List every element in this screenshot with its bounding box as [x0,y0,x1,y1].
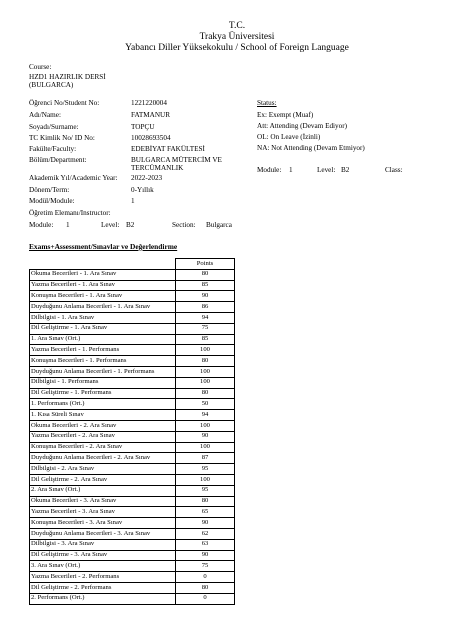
assessment-points: 65 [176,507,235,518]
assessment-name: 3. Ara Sınav (Ort.) [30,561,176,572]
assessment-points: 100 [176,377,235,388]
table-row [30,485,235,496]
table-row [30,528,235,539]
assessment-points: 85 [176,334,235,345]
table-row [30,464,235,475]
table-row [30,410,235,421]
table-row [30,399,235,410]
student-no-value: 1221220004 [131,99,167,107]
assessment-name: Duyduğunu Anlama Becerileri - 2. Ara Sınav [30,453,176,464]
table-row [30,431,235,442]
tc-id-label: TC Kimlik No/ ID No: [29,134,95,142]
assessment-name: Yazma Becerileri - 2. Performans [30,572,176,583]
department-label: Bölüm/Department: [29,156,87,164]
course-name-language: (BULGARCA) [29,81,74,89]
name-label: Adı/Name: [29,111,61,119]
status-not-attending: NA: Not Attending (Devam Etmiyor) [257,144,365,152]
module-value: 1 [131,197,135,205]
department-value-line2: TERCÜMANLIK [131,164,184,172]
header-university: Trakya Üniversitesi [199,32,275,42]
assessment-points: 95 [176,464,235,475]
table-row [30,539,235,550]
course-label: Course: [29,63,52,71]
assessment-name: 1. Kısa Süreli Sınav [30,410,176,421]
table-row [30,507,235,518]
table-row [30,442,235,453]
exams-table-title: Exams+Assessment/Sınavlar ve Değerlendirme [29,242,178,251]
assessment-name: Okuma Becerileri - 2. Ara Sınav [30,420,176,431]
status-module-label: Module: [257,166,282,174]
faculty-label: Fakülte/Faculty: [29,145,77,153]
assessment-name: 1. Ara Sınav (Ort.) [30,334,176,345]
assessment-points: 0 [176,593,235,604]
header-line-tc: T.C. [228,21,246,31]
status-module-value: 1 [289,166,293,174]
table-row [30,366,235,377]
assessment-name: Konuşma Becerileri - 3. Ara Sınav [30,518,176,529]
assessment-points: 95 [176,485,235,496]
academic-year-value: 2022-2023 [131,174,163,182]
status-attending: Att: Attending (Devam Ediyor) [257,122,348,130]
assessment-name: Duyduğunu Anlama Becerileri - 1. Performans [30,366,176,377]
assessment-points: 100 [176,366,235,377]
assessment-name: 1. Performans (Ort.) [30,399,176,410]
assessment-points: 90 [176,431,235,442]
assessment-points: 85 [176,280,235,291]
section-label: Section: [172,221,196,229]
points-header: Points [176,259,235,270]
assessment-points: 75 [176,561,235,572]
assessment-name: Dil Geliştirme - 2. Performans [30,582,176,593]
status-title: Status: [257,99,277,107]
assessment-points: 100 [176,474,235,485]
surname-label: Soyadı/Surname: [29,123,79,131]
tc-id-value: 10028693504 [131,134,171,142]
assessment-points: 100 [176,442,235,453]
name-value: FATMANUR [131,111,171,119]
assessment-points: 80 [176,582,235,593]
course-name: HZD1 HAZIRLIK DERSİ [29,73,106,81]
table-row [30,561,235,572]
assessment-name: Yazma Becerileri - 2. Ara Sınav [30,431,176,442]
assessment-points: 94 [176,410,235,421]
section-value: Bulgarca [206,221,232,229]
module-label: Modül/Module: [29,197,75,205]
academic-year-label: Akademik Yıl/Academic Year: [29,174,118,182]
assessment-name: Dil Geliştirme - 2. Ara Sınav [30,474,176,485]
assessment-name: Konuşma Becerileri - 2. Ara Sınav [30,442,176,453]
assessment-name: 2. Performans (Ort.) [30,593,176,604]
department-value-line1: BULGARCA MÜTERCİM VE [131,156,222,164]
table-row [30,280,235,291]
assessment-points: 94 [176,312,235,323]
assessment-name: Dilbilgisi - 1. Ara Sınav [30,312,176,323]
term-label: Dönem/Term: [29,186,70,194]
table-row [30,345,235,356]
status-level-label: Level: [317,166,336,174]
assessment-points: 80 [176,496,235,507]
assessment-name: Dilbilgisi - 3. Ara Sınav [30,539,176,550]
assessment-points: 50 [176,399,235,410]
table-row [30,291,235,302]
assessment-points: 90 [176,291,235,302]
table-row [30,377,235,388]
student-no-label: Öğrenci No/Student No: [29,99,100,107]
level-label: Level: [101,221,120,229]
table-row [30,453,235,464]
assessment-name: 2. Ara Sınav (Ort.) [30,485,176,496]
assessment-name: Konuşma Becerileri - 1. Performans [30,356,176,367]
exams-table-body [30,269,235,604]
exams-table-header [30,259,235,270]
assessment-points: 80 [176,269,235,280]
table-row [30,420,235,431]
assessment-name: Okuma Becerileri - 1. Ara Sınav [30,269,176,280]
assessment-points: 62 [176,528,235,539]
table-row [30,302,235,313]
table-row [30,356,235,367]
table-row [30,572,235,583]
assessment-name: Dil Geliştirme - 1. Ara Sınav [30,323,176,334]
assessment-name: Dilbilgisi - 1. Performans [30,377,176,388]
term-value: 0-Yıllık [131,186,154,194]
assessment-name: Dil Geliştirme - 1. Performans [30,388,176,399]
surname-value: TOPÇU [131,123,155,131]
table-row [30,388,235,399]
assessment-points: 100 [176,420,235,431]
assessment-name: Dilbilgisi - 2. Ara Sınav [30,464,176,475]
assessment-name: Konuşma Becerileri - 1. Ara Sınav [30,291,176,302]
assessment-points: 86 [176,302,235,313]
assessment-points: 100 [176,345,235,356]
module2-value: 1 [66,221,70,229]
assessment-name: Duyduğunu Anlama Becerileri - 3. Ara Sınav [30,528,176,539]
assessment-points: 90 [176,550,235,561]
header-school: Yabancı Diller Yüksekokulu / School of Foreign Language [125,43,349,53]
table-row [30,334,235,345]
assessment-points: 0 [176,572,235,583]
instructor-label: Öğretim Elemanı/Instructor: [29,209,111,217]
exams-table [29,258,235,605]
table-row [30,550,235,561]
assessment-name: Yazma Becerileri - 1. Ara Sınav [30,280,176,291]
level-value: B2 [126,221,135,229]
assessment-points: 87 [176,453,235,464]
assessment-points: 80 [176,356,235,367]
table-row [30,312,235,323]
table-row [30,593,235,604]
header-blank-cell [30,259,176,270]
assessment-points: 80 [176,388,235,399]
table-row [30,323,235,334]
assessment-name: Yazma Becerileri - 1. Performans [30,345,176,356]
table-row [30,496,235,507]
assessment-name: Yazma Becerileri - 3. Ara Sınav [30,507,176,518]
table-row [30,269,235,280]
assessment-points: 75 [176,323,235,334]
assessment-name: Duyduğunu Anlama Becerileri - 1. Ara Sınav [30,302,176,313]
status-level-value: B2 [341,166,350,174]
status-exempt: Ex: Exempt (Muaf) [257,111,314,119]
assessment-points: 90 [176,518,235,529]
status-on-leave: OL: On Leave (İzinli) [257,133,321,141]
status-class-label: Class: [385,166,403,174]
table-row [30,518,235,529]
assessment-name: Dil Geliştirme - 3. Ara Sınav [30,550,176,561]
assessment-points: 63 [176,539,235,550]
module2-label: Module: [29,221,54,229]
table-row [30,582,235,593]
faculty-value: EDEBİYAT FAKÜLTESİ [131,145,205,153]
assessment-name: Okuma Becerileri - 3. Ara Sınav [30,496,176,507]
table-row [30,474,235,485]
